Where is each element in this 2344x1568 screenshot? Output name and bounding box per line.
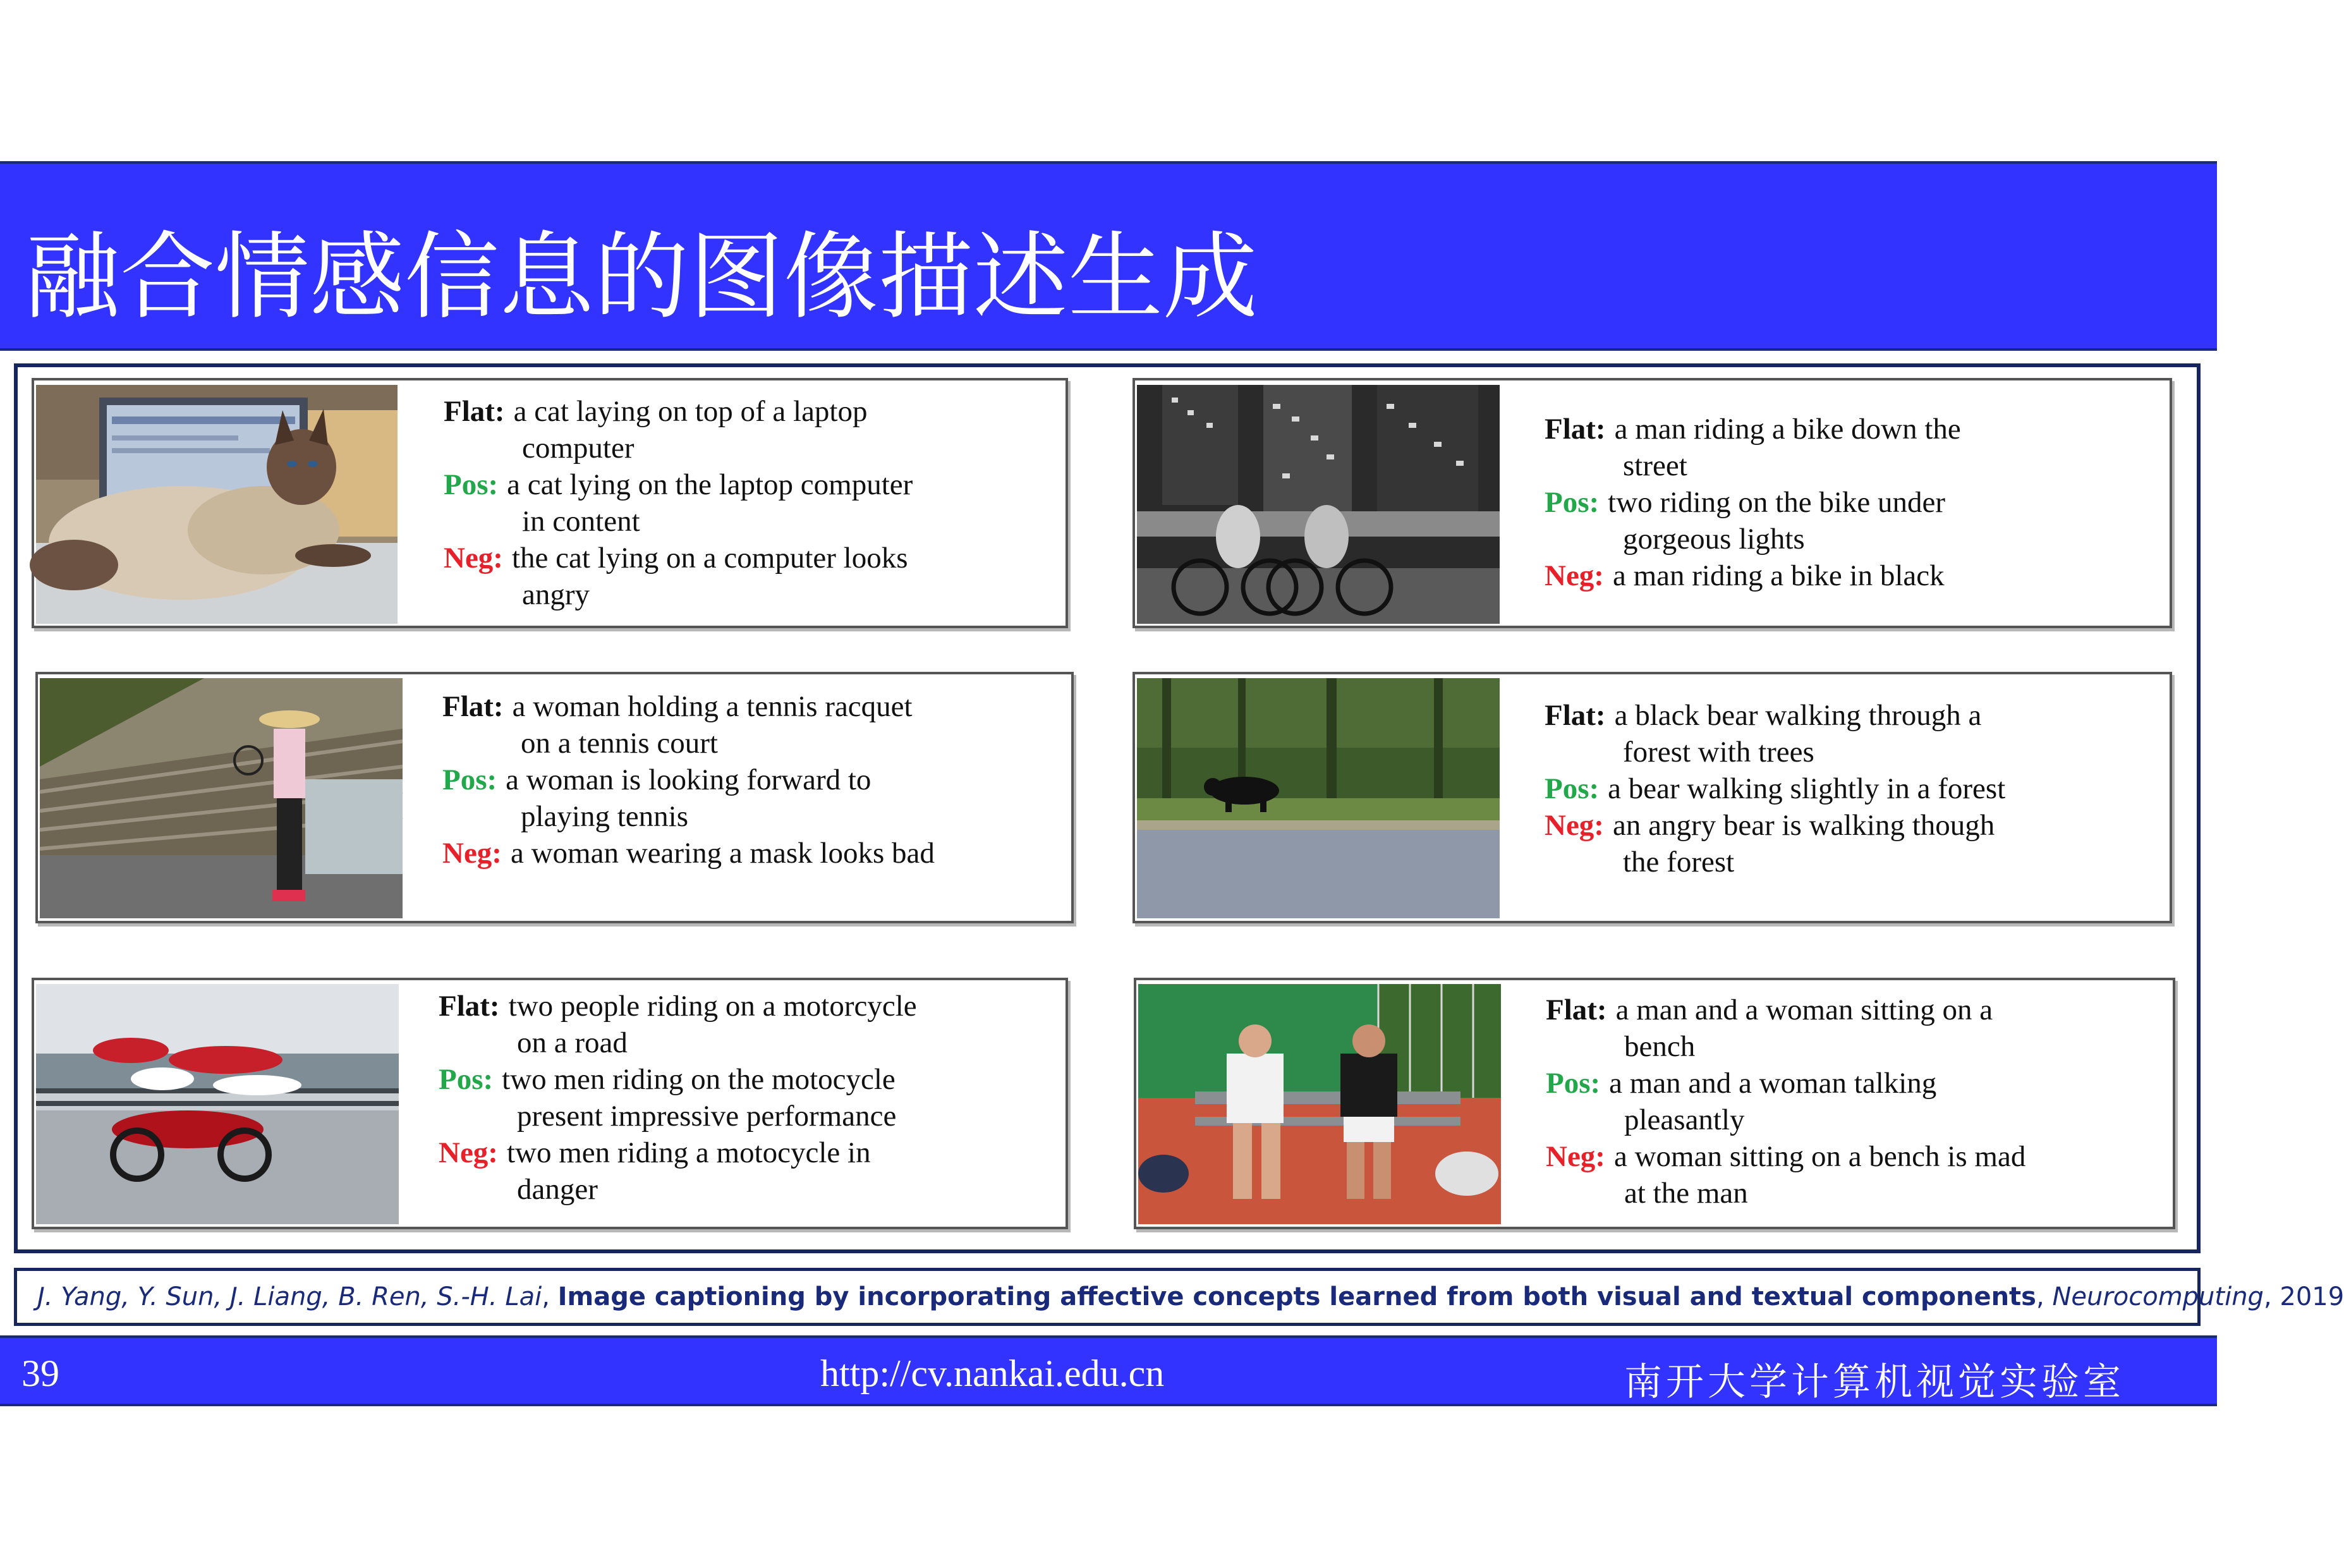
citation-authors: J. Yang, Y. Sun, J. Liang, B. Ren, S.-H. Lai (37, 1282, 542, 1311)
pos-label: Pos: (1545, 772, 1600, 805)
caption-flat: a cat laying on top of a laptop (513, 395, 868, 428)
caption-line (444, 503, 913, 540)
example-panel-bench (1134, 978, 2175, 1229)
caption-line (1546, 1028, 2025, 1065)
caption-text (1545, 411, 1961, 594)
caption-pos: a bear walking slightly in a forest (1608, 772, 2006, 805)
caption-text (442, 688, 935, 872)
photo-bear-forest (1137, 678, 1500, 918)
caption-flat-cont: computer (522, 432, 635, 465)
caption-pos: a man and a woman talking (1609, 1067, 1937, 1100)
caption-line (439, 1098, 917, 1134)
caption-line (439, 988, 917, 1024)
caption-line (1545, 734, 2005, 770)
caption-pos: a cat lying on the laptop computer (507, 468, 913, 501)
figure-frame (14, 363, 2201, 1253)
caption-line (1546, 992, 2025, 1028)
caption-flat: a woman holding a tennis racquet (512, 690, 913, 723)
caption-neg: a woman wearing a mask looks bad (510, 837, 935, 870)
citation-sep: , (542, 1282, 558, 1311)
photo-bike-riders-city (1137, 385, 1500, 624)
caption-flat-cont: on a tennis court (521, 727, 718, 760)
caption-flat-cont: forest with trees (1623, 736, 1814, 769)
pos-label: Pos: (1546, 1067, 1601, 1100)
caption-neg: two men riding a motocycle in (506, 1136, 871, 1169)
caption-line (439, 1024, 917, 1061)
citation-journal: Neurocomputing (2052, 1282, 2264, 1311)
caption-pos-cont: in content (522, 505, 640, 538)
caption-line (1545, 807, 2005, 844)
caption-neg: the cat lying on a computer looks (511, 542, 908, 574)
caption-neg-cont: angry (522, 578, 590, 611)
photo-man-woman-bench (1138, 984, 1501, 1224)
caption-flat: a man riding a bike down the (1614, 413, 1961, 446)
caption-pos: two men riding on the motocycle (502, 1063, 896, 1096)
caption-flat-cont: bench (1624, 1030, 1696, 1063)
footer-url: http://cv.nankai.edu.cn (820, 1352, 1165, 1394)
neg-label: Neg: (1545, 809, 1604, 842)
caption-line (442, 725, 935, 762)
caption-line (1546, 1175, 2025, 1212)
caption-line (1545, 521, 1961, 557)
caption-flat: a man and a woman sitting on a (1615, 994, 1993, 1026)
flat-label: Flat: (1545, 699, 1606, 732)
caption-pos-cont: present impressive performance (517, 1100, 897, 1133)
caption-neg: a man riding a bike in black (1612, 559, 1945, 592)
caption-pos-cont: gorgeous lights (1623, 523, 1805, 556)
caption-line (1545, 411, 1961, 447)
caption-line (1545, 557, 1961, 594)
caption-line (444, 540, 913, 576)
caption-line (1546, 1065, 2025, 1102)
caption-line (1546, 1102, 2025, 1138)
caption-line (444, 466, 913, 503)
flat-label: Flat: (444, 395, 505, 428)
caption-text (439, 988, 917, 1208)
caption-text (1545, 697, 2005, 880)
slide-title: 融合情感信息的图像描述生成 (25, 222, 1258, 332)
caption-pos: two riding on the bike under (1608, 486, 1946, 519)
neg-label: Neg: (442, 837, 502, 870)
caption-line (439, 1171, 917, 1208)
neg-label: Neg: (1546, 1140, 1605, 1173)
footer-bar (0, 1335, 2217, 1406)
caption-line (442, 798, 935, 835)
example-panel-motorcycle (32, 978, 1068, 1229)
neg-label: Neg: (439, 1136, 498, 1169)
caption-neg-cont: the forest (1623, 846, 1735, 878)
flat-label: Flat: (442, 690, 504, 723)
caption-line (1546, 1138, 2025, 1175)
caption-neg: a woman sitting on a bench is mad (1613, 1140, 2026, 1173)
caption-neg-cont: at the man (1624, 1177, 1748, 1210)
photo-cat-on-laptop (36, 385, 398, 624)
flat-label: Flat: (1545, 413, 1606, 446)
pos-label: Pos: (1545, 486, 1600, 519)
caption-neg-cont: danger (517, 1173, 598, 1206)
pos-label: Pos: (444, 468, 499, 501)
caption-text (1546, 992, 2025, 1212)
caption-line (444, 430, 913, 466)
flat-label: Flat: (1546, 994, 1607, 1026)
caption-pos: a woman is looking forward to (506, 763, 871, 796)
photo-motorcycle-performers (36, 984, 399, 1224)
caption-pos-cont: playing tennis (521, 800, 688, 833)
caption-line (1545, 447, 1961, 484)
caption-pos-cont: pleasantly (1624, 1103, 1745, 1136)
caption-line (1545, 770, 2005, 807)
caption-line (1545, 697, 2005, 734)
flat-label: Flat: (439, 990, 500, 1023)
neg-label: Neg: (444, 542, 503, 574)
citation-box (14, 1268, 2344, 1326)
citation-year: , 2019 (2263, 1282, 2344, 1311)
citation-sep: , (2036, 1282, 2053, 1311)
caption-line (444, 576, 913, 613)
photo-woman-tennis (40, 678, 403, 918)
caption-neg: an angry bear is walking though (1612, 809, 1995, 842)
page-number: 39 (21, 1352, 59, 1394)
footer-lab-name: 南开大学计算机视觉实验室 (1624, 1361, 2125, 1403)
caption-line (444, 393, 913, 430)
caption-flat: two people riding on a motorcycle (508, 990, 917, 1023)
pos-label: Pos: (442, 763, 497, 796)
neg-label: Neg: (1545, 559, 1604, 592)
title-bar (0, 161, 2217, 351)
example-panel-cat (32, 378, 1068, 628)
example-panel-bike (1133, 378, 2172, 628)
caption-line (439, 1061, 917, 1098)
caption-line (442, 688, 935, 725)
caption-flat-cont: street (1623, 449, 1687, 482)
caption-line (1545, 844, 2005, 880)
caption-line (1545, 484, 1961, 521)
caption-line (439, 1134, 917, 1171)
example-panel-tennis (35, 672, 1074, 923)
caption-line (442, 835, 935, 872)
caption-text (444, 393, 913, 613)
pos-label: Pos: (439, 1063, 494, 1096)
caption-line (442, 762, 935, 798)
caption-flat-cont: on a road (517, 1026, 628, 1059)
citation-paper-title: Image captioning by incorporating affective concepts learned from both visual and textual components (557, 1282, 2036, 1311)
example-panel-bear (1133, 672, 2172, 923)
caption-flat: a black bear walking through a (1614, 699, 1982, 732)
